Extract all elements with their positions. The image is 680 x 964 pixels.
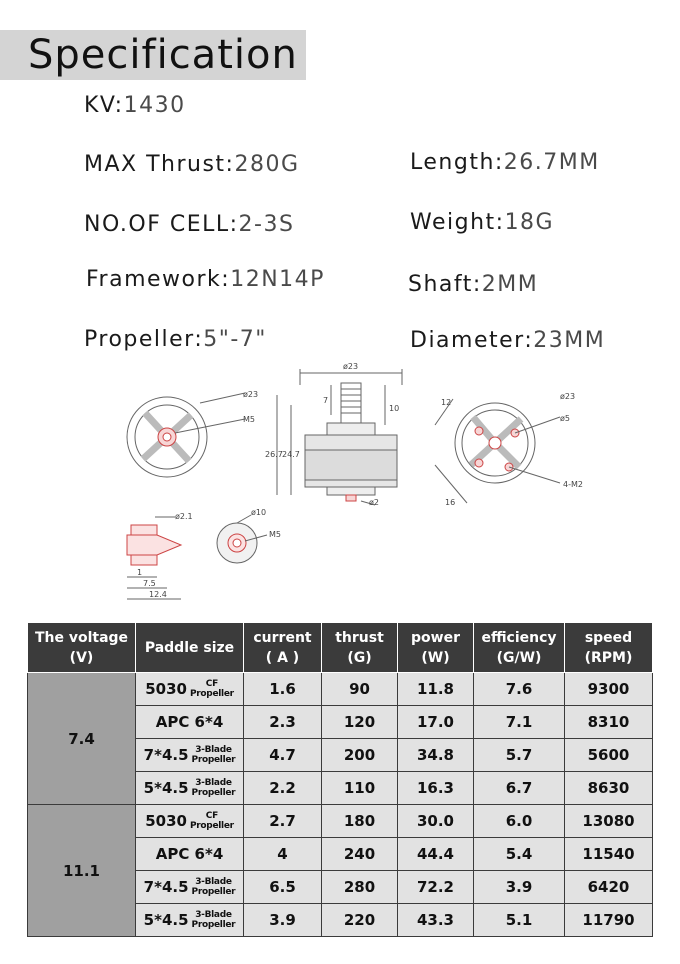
dim-label: M5 <box>269 530 281 539</box>
spec-label: Shaft: <box>408 272 482 297</box>
spec-value: 280G <box>234 152 300 177</box>
spec-value: 2MM <box>481 272 539 297</box>
table-row <box>28 673 653 706</box>
dim-label: ø2.1 <box>175 512 193 521</box>
speed-cell: 13080 <box>565 805 653 838</box>
power-cell: 44.4 <box>398 838 474 871</box>
paddle-size-cell <box>136 805 244 838</box>
spec-max-thrust <box>84 152 300 177</box>
paddle-size-cell <box>136 739 244 772</box>
voltage-cell: 11.1 <box>28 805 136 937</box>
header-power <box>398 623 474 673</box>
power-cell: 11.8 <box>398 673 474 706</box>
spec-value: 12N14P <box>230 267 325 292</box>
paddle-size: 5030 <box>145 812 187 830</box>
spec-framework <box>86 267 325 292</box>
dim-label: ø23 <box>243 390 259 399</box>
dim-label: ø10 <box>251 508 267 517</box>
power-cell: 34.8 <box>398 739 474 772</box>
dim-label: 7 <box>323 396 329 405</box>
current-cell: 1.6 <box>244 673 322 706</box>
spec-label: Diameter: <box>410 328 534 353</box>
efficiency-cell: 5.4 <box>474 838 565 871</box>
paddle-sub: CF <box>205 679 218 689</box>
header-line: (G) <box>347 649 372 666</box>
thrust-cell: 180 <box>322 805 398 838</box>
header-thrust <box>322 623 398 673</box>
current-cell: 2.7 <box>244 805 322 838</box>
spec-cells <box>84 212 294 237</box>
header-line: efficiency <box>481 629 557 646</box>
header-voltage <box>28 623 136 673</box>
dim-label: 10 <box>389 404 400 413</box>
paddle-sub: Propeller <box>189 821 234 831</box>
power-cell: 16.3 <box>398 772 474 805</box>
motor-front-view <box>127 393 245 477</box>
header-line: (G/W) <box>496 649 542 666</box>
thrust-cell: 240 <box>322 838 398 871</box>
dim-label: 4-M2 <box>563 480 583 489</box>
paddle-size: 5*4.5 <box>143 779 189 797</box>
paddle-size: APC 6*4 <box>155 713 224 731</box>
spec-label: MAX Thrust: <box>84 152 235 177</box>
efficiency-cell: 5.7 <box>474 739 565 772</box>
speed-cell: 9300 <box>565 673 653 706</box>
header-current <box>244 623 322 673</box>
header-line: (V) <box>69 649 94 666</box>
paddle-sub: Propeller <box>191 920 236 930</box>
paddle-sub: 3-Blade <box>195 745 232 755</box>
spec-label: Framework: <box>86 267 231 292</box>
header-line: power <box>411 629 460 646</box>
nut-top-view <box>217 515 267 563</box>
header-line: thrust <box>335 629 384 646</box>
paddle-size: 7*4.5 <box>143 878 189 896</box>
paddle-sub: CF <box>205 811 218 821</box>
spec-diameter <box>410 328 605 353</box>
paddle-size: 5*4.5 <box>143 911 189 929</box>
power-cell: 72.2 <box>398 871 474 904</box>
paddle-sub: 3-Blade <box>195 910 232 920</box>
speed-cell: 11540 <box>565 838 653 871</box>
dim-label: 1 <box>137 568 143 577</box>
current-cell: 6.5 <box>244 871 322 904</box>
speed-cell: 8630 <box>565 772 653 805</box>
efficiency-cell: 5.1 <box>474 904 565 937</box>
technical-drawings <box>105 355 625 605</box>
header-line: (W) <box>421 649 450 666</box>
dim-label: ø23 <box>560 392 576 401</box>
current-cell: 4.7 <box>244 739 322 772</box>
efficiency-cell: 3.9 <box>474 871 565 904</box>
current-cell: 4 <box>244 838 322 871</box>
spec-propeller <box>84 327 267 352</box>
paddle-size: APC 6*4 <box>155 845 224 863</box>
spec-kv <box>84 93 186 118</box>
header-line: The voltage <box>34 629 129 646</box>
current-cell: 2.3 <box>244 706 322 739</box>
paddle-sub: Propeller <box>191 788 236 798</box>
paddle-sub: Propeller <box>191 887 236 897</box>
header-line: Paddle size <box>144 639 235 656</box>
spec-value: 1430 <box>123 93 186 118</box>
paddle-size-cell <box>136 706 244 739</box>
thrust-cell: 220 <box>322 904 398 937</box>
spec-label: Weight: <box>410 210 505 235</box>
header-line: ( A ) <box>265 649 300 666</box>
efficiency-cell: 7.1 <box>474 706 565 739</box>
speed-cell: 8310 <box>565 706 653 739</box>
header-efficiency <box>474 623 565 673</box>
paddle-size-cell <box>136 904 244 937</box>
dim-label: 26.7 <box>265 450 283 459</box>
dim-label: 24.7 <box>282 450 300 459</box>
thrust-cell: 110 <box>322 772 398 805</box>
power-cell: 43.3 <box>398 904 474 937</box>
speed-cell: 5600 <box>565 739 653 772</box>
paddle-size: 7*4.5 <box>143 746 189 764</box>
spec-label: NO.OF CELL: <box>84 212 239 237</box>
efficiency-cell: 6.7 <box>474 772 565 805</box>
efficiency-cell: 7.6 <box>474 673 565 706</box>
paddle-size-cell <box>136 772 244 805</box>
voltage-cell: 7.4 <box>28 673 136 805</box>
spec-label: Length: <box>410 150 504 175</box>
dim-label: M5 <box>243 415 255 424</box>
paddle-sub: 3-Blade <box>195 778 232 788</box>
dim-label: ø23 <box>343 362 359 371</box>
speed-cell: 6420 <box>565 871 653 904</box>
header-line: current <box>253 629 312 646</box>
spec-value: 18G <box>504 210 555 235</box>
dim-label: ø2 <box>369 498 379 507</box>
paddle-sub: Propeller <box>191 755 236 765</box>
table-row <box>28 805 653 838</box>
spec-label: KV: <box>84 93 124 118</box>
power-cell: 30.0 <box>398 805 474 838</box>
paddle-size: 5030 <box>145 680 187 698</box>
spec-value: 5"-7" <box>203 327 267 352</box>
motor-bottom-view <box>435 399 560 503</box>
dim-label: ø5 <box>560 414 570 423</box>
current-cell: 3.9 <box>244 904 322 937</box>
motor-side-view <box>277 369 402 505</box>
header-line: speed <box>584 629 633 646</box>
thrust-cell: 280 <box>322 871 398 904</box>
page-title: Specification <box>28 32 298 78</box>
performance-table <box>27 622 653 937</box>
header-line: (RPM) <box>584 649 633 666</box>
paddle-sub: 3-Blade <box>195 877 232 887</box>
paddle-size-cell <box>136 673 244 706</box>
spec-value: 26.7MM <box>503 150 600 175</box>
spec-length <box>410 150 600 175</box>
speed-cell: 11790 <box>565 904 653 937</box>
dim-label: 12.4 <box>149 590 167 599</box>
dim-label: 12 <box>441 398 452 407</box>
thrust-cell: 200 <box>322 739 398 772</box>
power-cell: 17.0 <box>398 706 474 739</box>
efficiency-cell: 6.0 <box>474 805 565 838</box>
spec-shaft <box>408 272 538 297</box>
spec-weight <box>410 210 554 235</box>
paddle-sub: Propeller <box>189 689 234 699</box>
spec-value: 23MM <box>533 328 606 353</box>
header-speed <box>565 623 653 673</box>
header-paddle-size <box>136 623 244 673</box>
thrust-cell: 120 <box>322 706 398 739</box>
paddle-size-cell <box>136 838 244 871</box>
current-cell: 2.2 <box>244 772 322 805</box>
dim-label: 7.5 <box>143 579 156 588</box>
dim-label: 16 <box>445 498 456 507</box>
thrust-cell: 90 <box>322 673 398 706</box>
table-header-row <box>28 623 653 673</box>
paddle-size-cell <box>136 871 244 904</box>
spec-label: Propeller: <box>84 327 204 352</box>
spec-value: 2-3S <box>238 212 295 237</box>
